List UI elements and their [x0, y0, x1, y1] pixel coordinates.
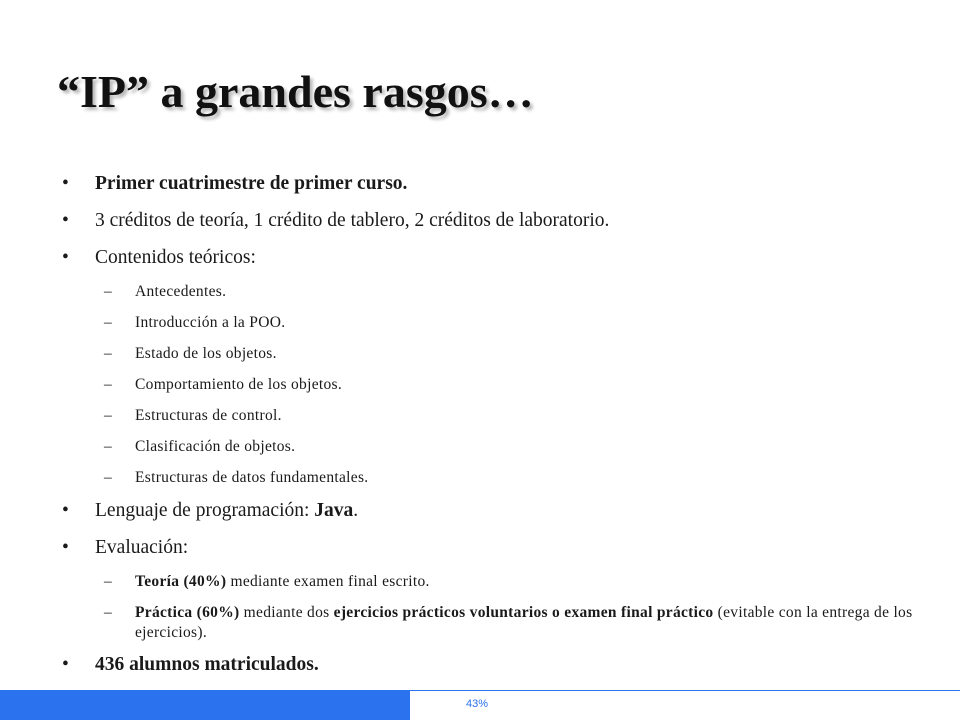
- dash-marker: –: [104, 438, 113, 455]
- dash-marker: –: [104, 376, 113, 393]
- bullet-marker: •: [62, 247, 69, 268]
- slide-title: “IP” a grandes rasgos…: [57, 66, 534, 117]
- sub-item-text: Estructuras de control.: [135, 407, 282, 424]
- bullet-text: Contenidos teóricos:: [95, 247, 256, 268]
- dash-marker: –: [104, 345, 113, 362]
- dash-marker: –: [104, 283, 113, 300]
- page-indicator: 43%: [466, 698, 489, 710]
- dash-marker: –: [104, 573, 113, 590]
- bullet-item: [62, 653, 942, 677]
- footer-accent-bar: [0, 690, 410, 720]
- bullet-text: 3 créditos de teoría, 1 crédito de tablero, 2 créditos de laboratorio.: [95, 210, 610, 231]
- sub-item-text: Estructuras de datos fundamentales.: [135, 469, 369, 486]
- dash-marker: –: [104, 407, 113, 424]
- sub-item-text: Antecedentes.: [135, 283, 227, 300]
- sub-item-text: Teoría (40%) mediante examen final escrito.: [135, 573, 430, 590]
- sub-item: [62, 468, 942, 488]
- sub-item: [62, 437, 942, 457]
- sub-item: [62, 406, 942, 426]
- sub-item-text: Práctica (60%) mediante dos ejercicios prácticos voluntarios o examen final práctico (evitable con la entrega de los ejercicios).: [135, 604, 913, 641]
- sub-item: [62, 375, 942, 395]
- sub-item-text: Comportamiento de los objetos.: [135, 376, 343, 393]
- bullet-item: [62, 536, 942, 560]
- sub-item-text: Estado de los objetos.: [135, 345, 277, 362]
- bullet-marker: •: [62, 500, 69, 521]
- sub-item-text: Clasificación de objetos.: [135, 438, 296, 455]
- slide-footer: [0, 690, 960, 720]
- sub-item: [62, 572, 942, 592]
- footer-divider-line: [410, 690, 960, 691]
- bullet-item: [62, 209, 942, 233]
- bullet-text: Lenguaje de programación: Java.: [95, 500, 359, 521]
- bullet-text: 436 alumnos matriculados.: [95, 654, 319, 675]
- bullet-text: Evaluación:: [95, 537, 189, 558]
- dash-marker: –: [104, 604, 113, 621]
- dash-marker: –: [104, 469, 113, 486]
- sub-item-text: Introducción a la POO.: [135, 314, 286, 331]
- bullet-item: [62, 246, 942, 270]
- bullet-item: [62, 172, 942, 196]
- slide-content: [62, 172, 942, 690]
- bullet-marker: •: [62, 173, 69, 194]
- bullet-marker: •: [62, 654, 69, 675]
- sub-item: [62, 344, 942, 364]
- dash-marker: –: [104, 314, 113, 331]
- bullet-text: Primer cuatrimestre de primer curso.: [95, 173, 408, 194]
- bullet-item: [62, 499, 942, 523]
- sub-item: [62, 282, 942, 302]
- bullet-marker: •: [62, 537, 69, 558]
- sub-item: [62, 603, 942, 643]
- bullet-marker: •: [62, 210, 69, 231]
- sub-item: [62, 313, 942, 333]
